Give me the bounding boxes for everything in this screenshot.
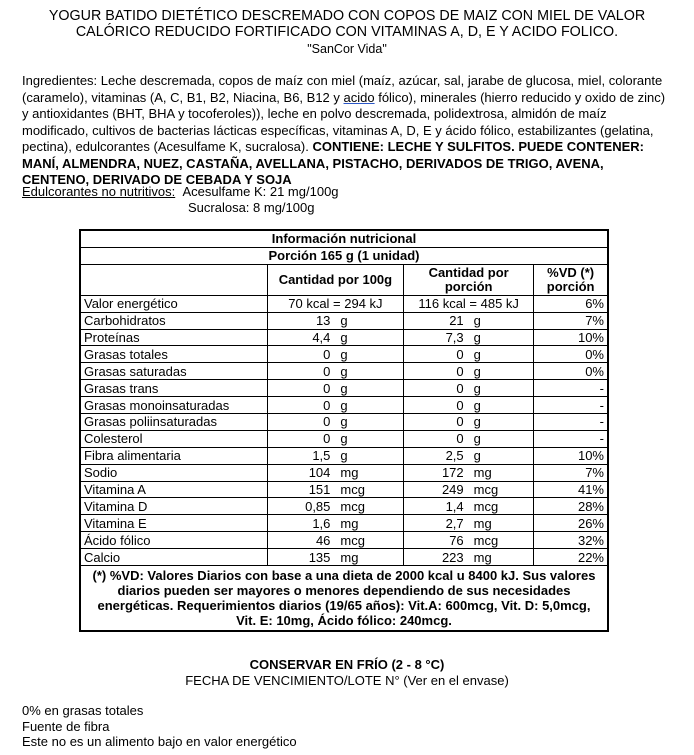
amount-per-100g xyxy=(267,464,403,481)
amount-per-100g xyxy=(267,329,403,346)
amount-per-100g-value: 46 xyxy=(315,532,331,548)
daily-value: 10% xyxy=(534,329,608,346)
product-title xyxy=(0,8,694,40)
amount-per-portion: 116 kcal = 485 kJ xyxy=(404,295,534,312)
ingredients-text-1: Leche descremada, copos de maíz con miel (maíz, azúcar, sal, jarabe de glucosa, miel, colorante (caramelo), vitaminas (A, C, B1, B2, Niacina, B6, B12 y xyxy=(22,73,663,105)
amount-per-portion-value: 2,5 xyxy=(445,448,464,464)
header-per-portion: Cantidad por porción xyxy=(404,264,534,295)
header-per-100g: Cantidad por 100g xyxy=(267,264,403,295)
table-row xyxy=(80,447,608,464)
amount-per-portion xyxy=(404,414,534,431)
amount-per-100g-unit: mcg xyxy=(340,482,365,498)
amount-per-100g-value: 0 xyxy=(323,346,331,362)
ingredients-paragraph xyxy=(22,73,672,189)
header-vd: %VD (*) porción xyxy=(534,264,608,295)
amount-per-100g-unit: g xyxy=(340,346,348,362)
amount-per-portion xyxy=(404,397,534,414)
amount-per-100g xyxy=(267,532,403,549)
amount-per-100g-unit: g xyxy=(340,330,348,345)
amount-per-portion-unit: g xyxy=(473,313,481,329)
nutrient-name: Vitamina D xyxy=(80,498,267,515)
amount-per-portion-value: 2,7 xyxy=(445,515,464,531)
amount-per-100g xyxy=(267,346,403,363)
nutrient-name: Ácido fólico xyxy=(80,532,267,549)
amount-per-portion xyxy=(404,447,534,464)
amount-per-100g-unit: g xyxy=(340,313,348,329)
amount-per-portion xyxy=(404,481,534,498)
table-row xyxy=(80,549,608,566)
amount-per-portion-unit: g xyxy=(473,346,481,362)
amount-per-100g-value: 0 xyxy=(323,414,331,430)
amount-per-portion-unit: mg xyxy=(473,549,492,565)
table-row xyxy=(80,532,608,549)
amount-per-100g-unit: g xyxy=(340,414,348,430)
ingredients-text-2: fólico), minerales (hierro reducido y oxido de zinc) y antioxidantes (BHT, BHA y tocoferoles)), leche en polvo descremada, polidextrosa, almidón de maíz modificado, cultivos de bacterias lácticas específicas, vitaminas A, D, E y ácido fólico, estabilizantes (gelatina, pectina), edulcorantes (Acesulfame K, sucralosa). xyxy=(22,89,666,154)
table-row xyxy=(80,430,608,447)
sweetener-acesulfame: Acesulfame K: 21 mg/100g xyxy=(182,184,339,199)
nutrient-name: Sodio xyxy=(80,464,267,481)
amount-per-portion-unit: g xyxy=(473,380,481,396)
nutrient-name: Vitamina E xyxy=(80,515,267,532)
nutrient-name: Colesterol xyxy=(80,430,267,447)
table-row xyxy=(80,346,608,363)
amount-per-portion-unit: mcg xyxy=(473,482,499,498)
nutrient-name: Vitamina A xyxy=(80,481,267,498)
amount-per-portion xyxy=(404,532,534,549)
amount-per-portion-value: 172 xyxy=(441,465,464,481)
nutrition-footnote: (*) %VD: Valores Diarios con base a una dieta de 2000 kcal u 8400 kJ. Sus valores diarios pueden ser mayores o menores dependiendo de sus necesidades energéticas. Requerimientos diarios (19/65 años): Vit.A: 600mcg, Vit. D: 5,0mcg, Vit. E: 10mg, Ácido fólico: 240mcg. xyxy=(80,566,608,632)
table-row xyxy=(80,414,608,431)
amount-per-portion-unit: g xyxy=(473,431,481,447)
nutrient-name: Grasas monoinsaturadas xyxy=(80,397,267,414)
amount-per-portion-value: 0 xyxy=(456,414,464,430)
storage-instruction: CONSERVAR EN FRÍO (2 - 8 °C) xyxy=(249,657,445,672)
claim-energy: Este no es un alimento bajo en valor energético xyxy=(22,734,297,749)
table-row xyxy=(80,498,608,515)
daily-value: - xyxy=(534,397,608,414)
amount-per-100g xyxy=(267,481,403,498)
sweetener-sucralosa: Sucralosa: 8 mg/100g xyxy=(188,199,315,215)
amount-per-portion-value: 0 xyxy=(456,397,464,413)
amount-per-portion-unit: mcg xyxy=(473,532,499,548)
amount-per-100g xyxy=(267,363,403,380)
daily-value: - xyxy=(534,380,608,397)
amount-per-portion xyxy=(404,312,534,329)
amount-per-portion xyxy=(404,515,534,532)
amount-per-portion xyxy=(404,346,534,363)
amount-per-100g-value: 0 xyxy=(323,363,331,379)
amount-per-portion xyxy=(404,329,534,346)
daily-value: 22% xyxy=(534,549,608,566)
table-row xyxy=(80,380,608,397)
amount-per-100g-unit: mg xyxy=(340,549,359,565)
amount-per-portion xyxy=(404,380,534,397)
amount-per-portion xyxy=(404,549,534,566)
amount-per-100g-unit: g xyxy=(340,363,348,379)
table-row xyxy=(80,481,608,498)
nutrition-rows xyxy=(80,295,608,565)
nutrient-name: Grasas poliinsaturadas xyxy=(80,414,267,431)
amount-per-100g-unit: mg xyxy=(340,465,359,481)
table-row xyxy=(80,329,608,346)
amount-per-100g-unit: g xyxy=(340,397,348,413)
amount-per-100g xyxy=(267,430,403,447)
daily-value: 7% xyxy=(534,464,608,481)
amount-per-portion-unit: g xyxy=(473,363,481,379)
amount-per-100g-value: 0 xyxy=(323,397,331,413)
amount-per-portion-unit: g xyxy=(473,330,481,345)
nutrient-name: Proteínas xyxy=(80,329,267,346)
amount-per-100g-value: 0,85 xyxy=(305,498,331,514)
daily-value: 0% xyxy=(534,346,608,363)
amount-per-100g-unit: mg xyxy=(340,515,359,531)
table-row xyxy=(80,464,608,481)
amount-per-portion-unit: mg xyxy=(473,465,492,481)
amount-per-100g xyxy=(267,312,403,329)
daily-value: - xyxy=(534,430,608,447)
amount-per-portion-value: 21 xyxy=(449,313,464,329)
amount-per-portion-unit: mg xyxy=(473,515,492,531)
amount-per-100g-value: 151 xyxy=(308,482,331,498)
nutrition-portion: Porción 165 g (1 unidad) xyxy=(80,247,608,264)
sweeteners-block xyxy=(22,184,339,215)
daily-value: 10% xyxy=(534,447,608,464)
amount-per-portion-value: 1,4 xyxy=(445,498,464,514)
product-title-line-1: YOGUR BATIDO DIETÉTICO DESCREMADO CON COPOS DE MAIZ CON MIEL DE VALOR xyxy=(48,8,646,24)
nutrition-table xyxy=(79,229,609,632)
amount-per-100g-value: 104 xyxy=(308,465,331,481)
claim-fat: 0% en grasas totales xyxy=(22,703,144,718)
amount-per-portion-unit: g xyxy=(473,448,481,464)
amount-per-100g-value: 135 xyxy=(308,549,331,565)
amount-per-portion-value: 0 xyxy=(456,431,464,447)
nutrition-table-title: Información nutricional xyxy=(80,230,608,247)
amount-per-portion xyxy=(404,498,534,515)
nutrition-claims xyxy=(22,703,297,750)
ingredients-label: Ingredientes: xyxy=(22,73,98,88)
table-row xyxy=(80,397,608,414)
amount-per-100g xyxy=(267,515,403,532)
amount-per-100g xyxy=(267,447,403,464)
amount-per-100g xyxy=(267,498,403,515)
header-empty xyxy=(80,264,267,295)
amount-per-100g-unit: mcg xyxy=(340,532,365,548)
amount-per-100g xyxy=(267,380,403,397)
amount-per-portion-unit: mcg xyxy=(473,498,499,514)
sweeteners-label: Edulcorantes no nutritivos: xyxy=(22,184,176,199)
amount-per-100g-value: 1,5 xyxy=(312,448,331,464)
amount-per-100g-unit: g xyxy=(340,448,348,464)
daily-value: 41% xyxy=(534,481,608,498)
amount-per-portion xyxy=(404,430,534,447)
nutrient-name: Carbohidratos xyxy=(80,312,267,329)
amount-per-100g xyxy=(267,414,403,431)
amount-per-100g xyxy=(267,549,403,566)
amount-per-100g-value: 13 xyxy=(315,313,331,329)
amount-per-portion xyxy=(404,363,534,380)
daily-value: 26% xyxy=(534,515,608,532)
table-row xyxy=(80,515,608,532)
product-title-line-2: CALÓRICO REDUCIDO FORTIFICADO CON VITAMINAS A, D, E Y ACIDO FOLICO. xyxy=(75,24,619,40)
amount-per-portion-value: 223 xyxy=(441,549,464,565)
amount-per-portion-value: 0 xyxy=(456,346,464,362)
daily-value: 0% xyxy=(534,363,608,380)
amount-per-portion-value: 249 xyxy=(441,482,464,498)
amount-per-100g-unit: g xyxy=(340,380,348,396)
allergen-warning: CONTIENE: LECHE Y SULFITOS. PUEDE CONTENER: MANÍ, ALMENDRA, NUEZ, CASTAÑA, AVELLANA, PISTACHO, DERIVADOS DE TRIGO, AVENA, CENTENO, DERIVADO DE CEBADA Y SOJA xyxy=(22,139,645,187)
ingredients-acido-word: acido xyxy=(343,89,375,105)
table-row xyxy=(80,295,608,312)
amount-per-100g-value: 4,4 xyxy=(312,330,331,345)
nutrient-name: Calcio xyxy=(80,549,267,566)
nutrient-name: Valor energético xyxy=(80,295,267,312)
amount-per-portion-unit: g xyxy=(473,414,481,430)
nutrient-name: Grasas totales xyxy=(80,346,267,363)
nutrient-name: Grasas trans xyxy=(80,380,267,397)
amount-per-100g-unit: g xyxy=(340,431,348,447)
amount-per-portion-value: 7,3 xyxy=(445,330,464,345)
amount-per-100g-value: 1,6 xyxy=(312,515,331,531)
amount-per-100g-unit: mcg xyxy=(340,498,365,514)
nutrient-name: Fibra alimentaria xyxy=(80,447,267,464)
brand-name: "SanCor Vida" xyxy=(307,42,387,56)
claim-fiber: Fuente de fibra xyxy=(22,718,110,734)
daily-value: 32% xyxy=(534,532,608,549)
expiry-lot-note: FECHA DE VENCIMIENTO/LOTE N° (Ver en el envase) xyxy=(185,673,509,688)
table-row xyxy=(80,312,608,329)
table-row xyxy=(80,363,608,380)
amount-per-100g: 70 kcal = 294 kJ xyxy=(267,295,403,312)
daily-value: 7% xyxy=(534,312,608,329)
amount-per-100g xyxy=(267,397,403,414)
amount-per-100g-value: 0 xyxy=(323,380,331,396)
amount-per-portion xyxy=(404,464,534,481)
amount-per-portion-value: 0 xyxy=(456,363,464,379)
amount-per-portion-value: 76 xyxy=(449,532,464,548)
daily-value: 28% xyxy=(534,498,608,515)
amount-per-portion-unit: g xyxy=(473,397,481,413)
daily-value: - xyxy=(534,414,608,431)
amount-per-portion-value: 0 xyxy=(456,380,464,396)
daily-value: 6% xyxy=(534,295,608,312)
amount-per-100g-value: 0 xyxy=(323,431,331,447)
nutrient-name: Grasas saturadas xyxy=(80,363,267,380)
